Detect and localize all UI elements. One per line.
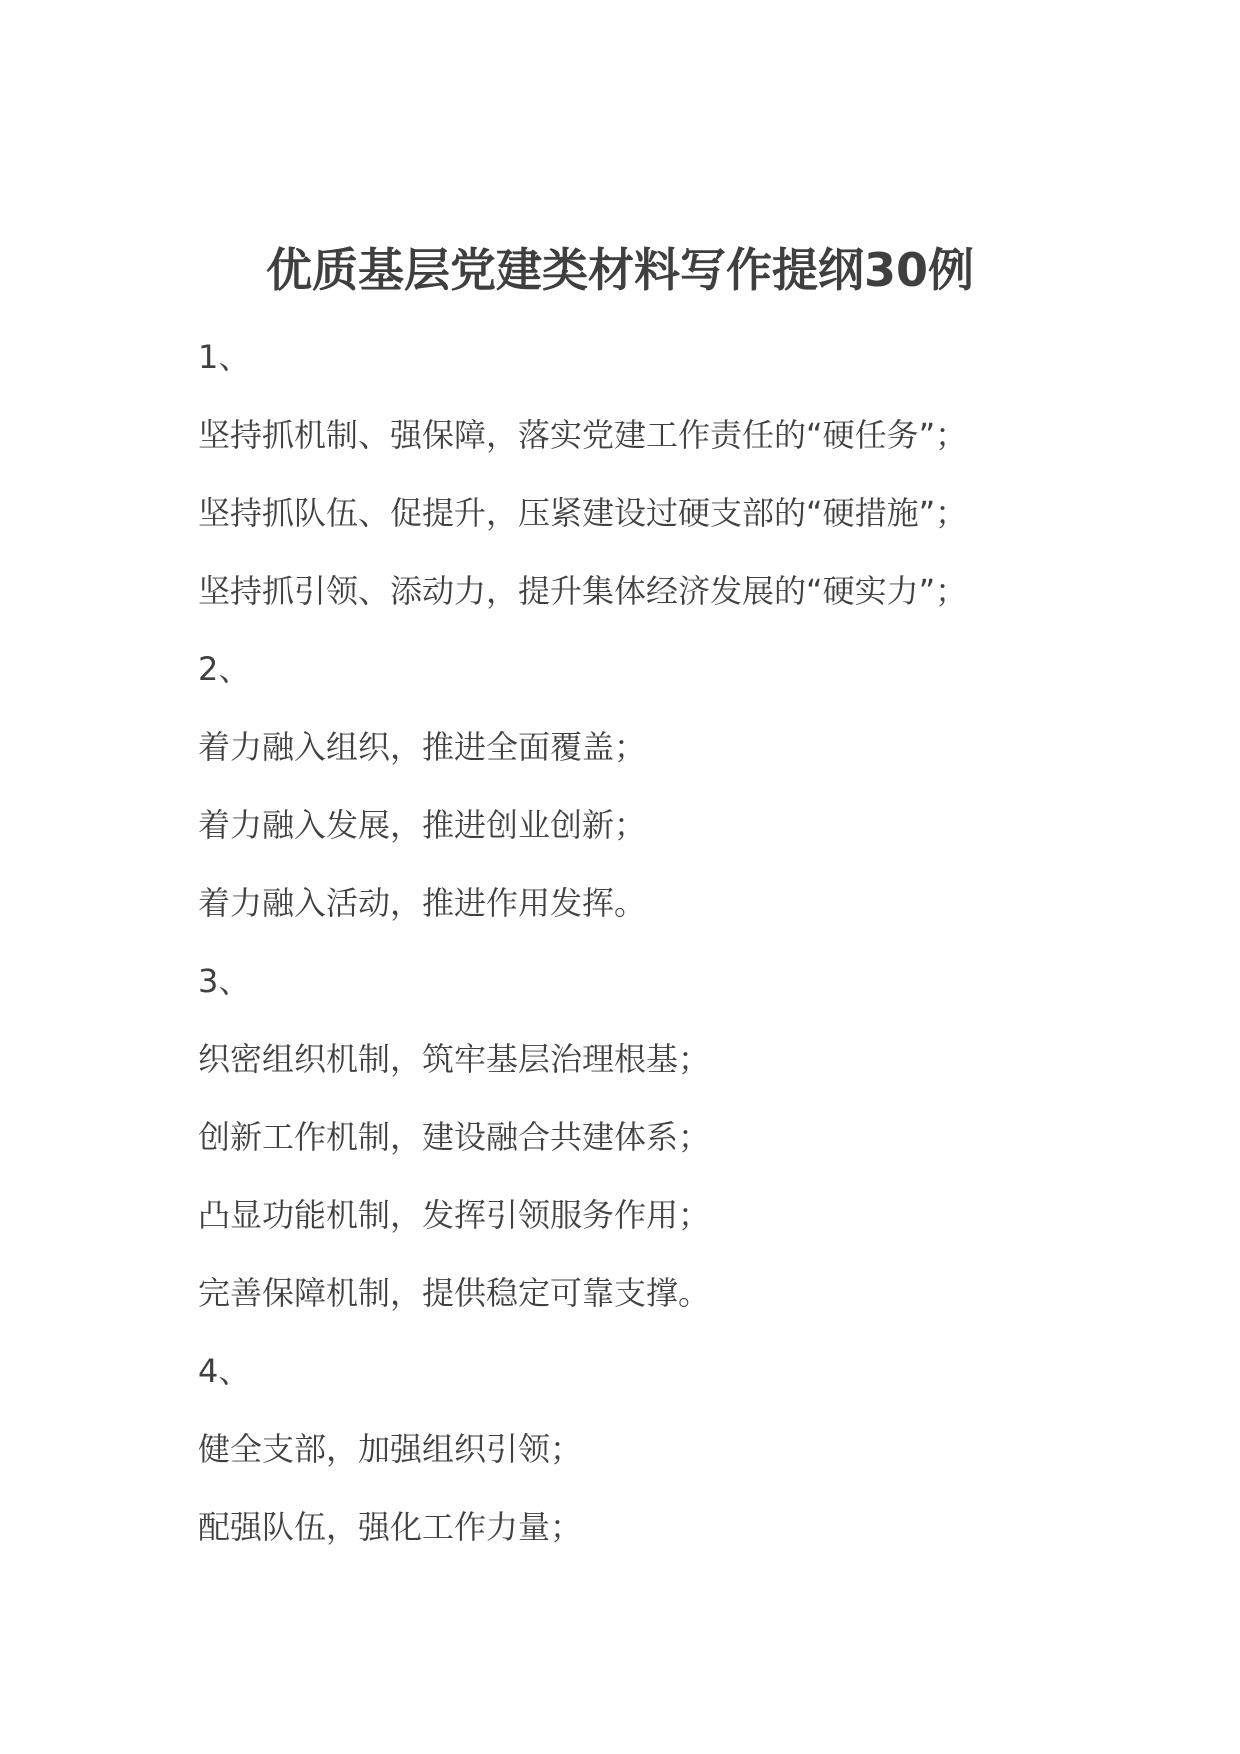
outline-item: 健全支部，加强组织引领； — [198, 1430, 583, 1468]
outline-item: 完善保障机制，提供稳定可靠支撑。 — [198, 1274, 711, 1312]
section-number: 1、 — [198, 338, 251, 376]
document-body — [198, 318, 1158, 1566]
section-number: 4、 — [198, 1352, 251, 1390]
section-number: 2、 — [198, 650, 251, 688]
outline-item: 凸显功能机制，发挥引领服务作用； — [198, 1196, 711, 1234]
outline-item: 着力融入活动，推进作用发挥。 — [198, 884, 647, 922]
outline-item: 坚持抓队伍、促提升，压紧建设过硬支部的“硬措施”； — [198, 494, 968, 532]
outline-item: 坚持抓引领、添动力，提升集体经济发展的“硬实力”； — [198, 572, 968, 610]
document-title: 优质基层党建类材料写作提纲30例 — [265, 243, 974, 297]
outline-item: 创新工作机制，建设融合共建体系； — [198, 1118, 711, 1156]
outline-item: 着力融入发展，推进创业创新； — [198, 806, 647, 844]
outline-item: 坚持抓机制、强保障，落实党建工作责任的“硬任务”； — [198, 416, 968, 454]
outline-item: 着力融入组织，推进全面覆盖； — [198, 728, 647, 766]
outline-item: 配强队伍，强化工作力量； — [198, 1508, 583, 1546]
section-number: 3、 — [198, 962, 251, 1000]
outline-item: 织密组织机制，筑牢基层治理根基； — [198, 1040, 711, 1078]
